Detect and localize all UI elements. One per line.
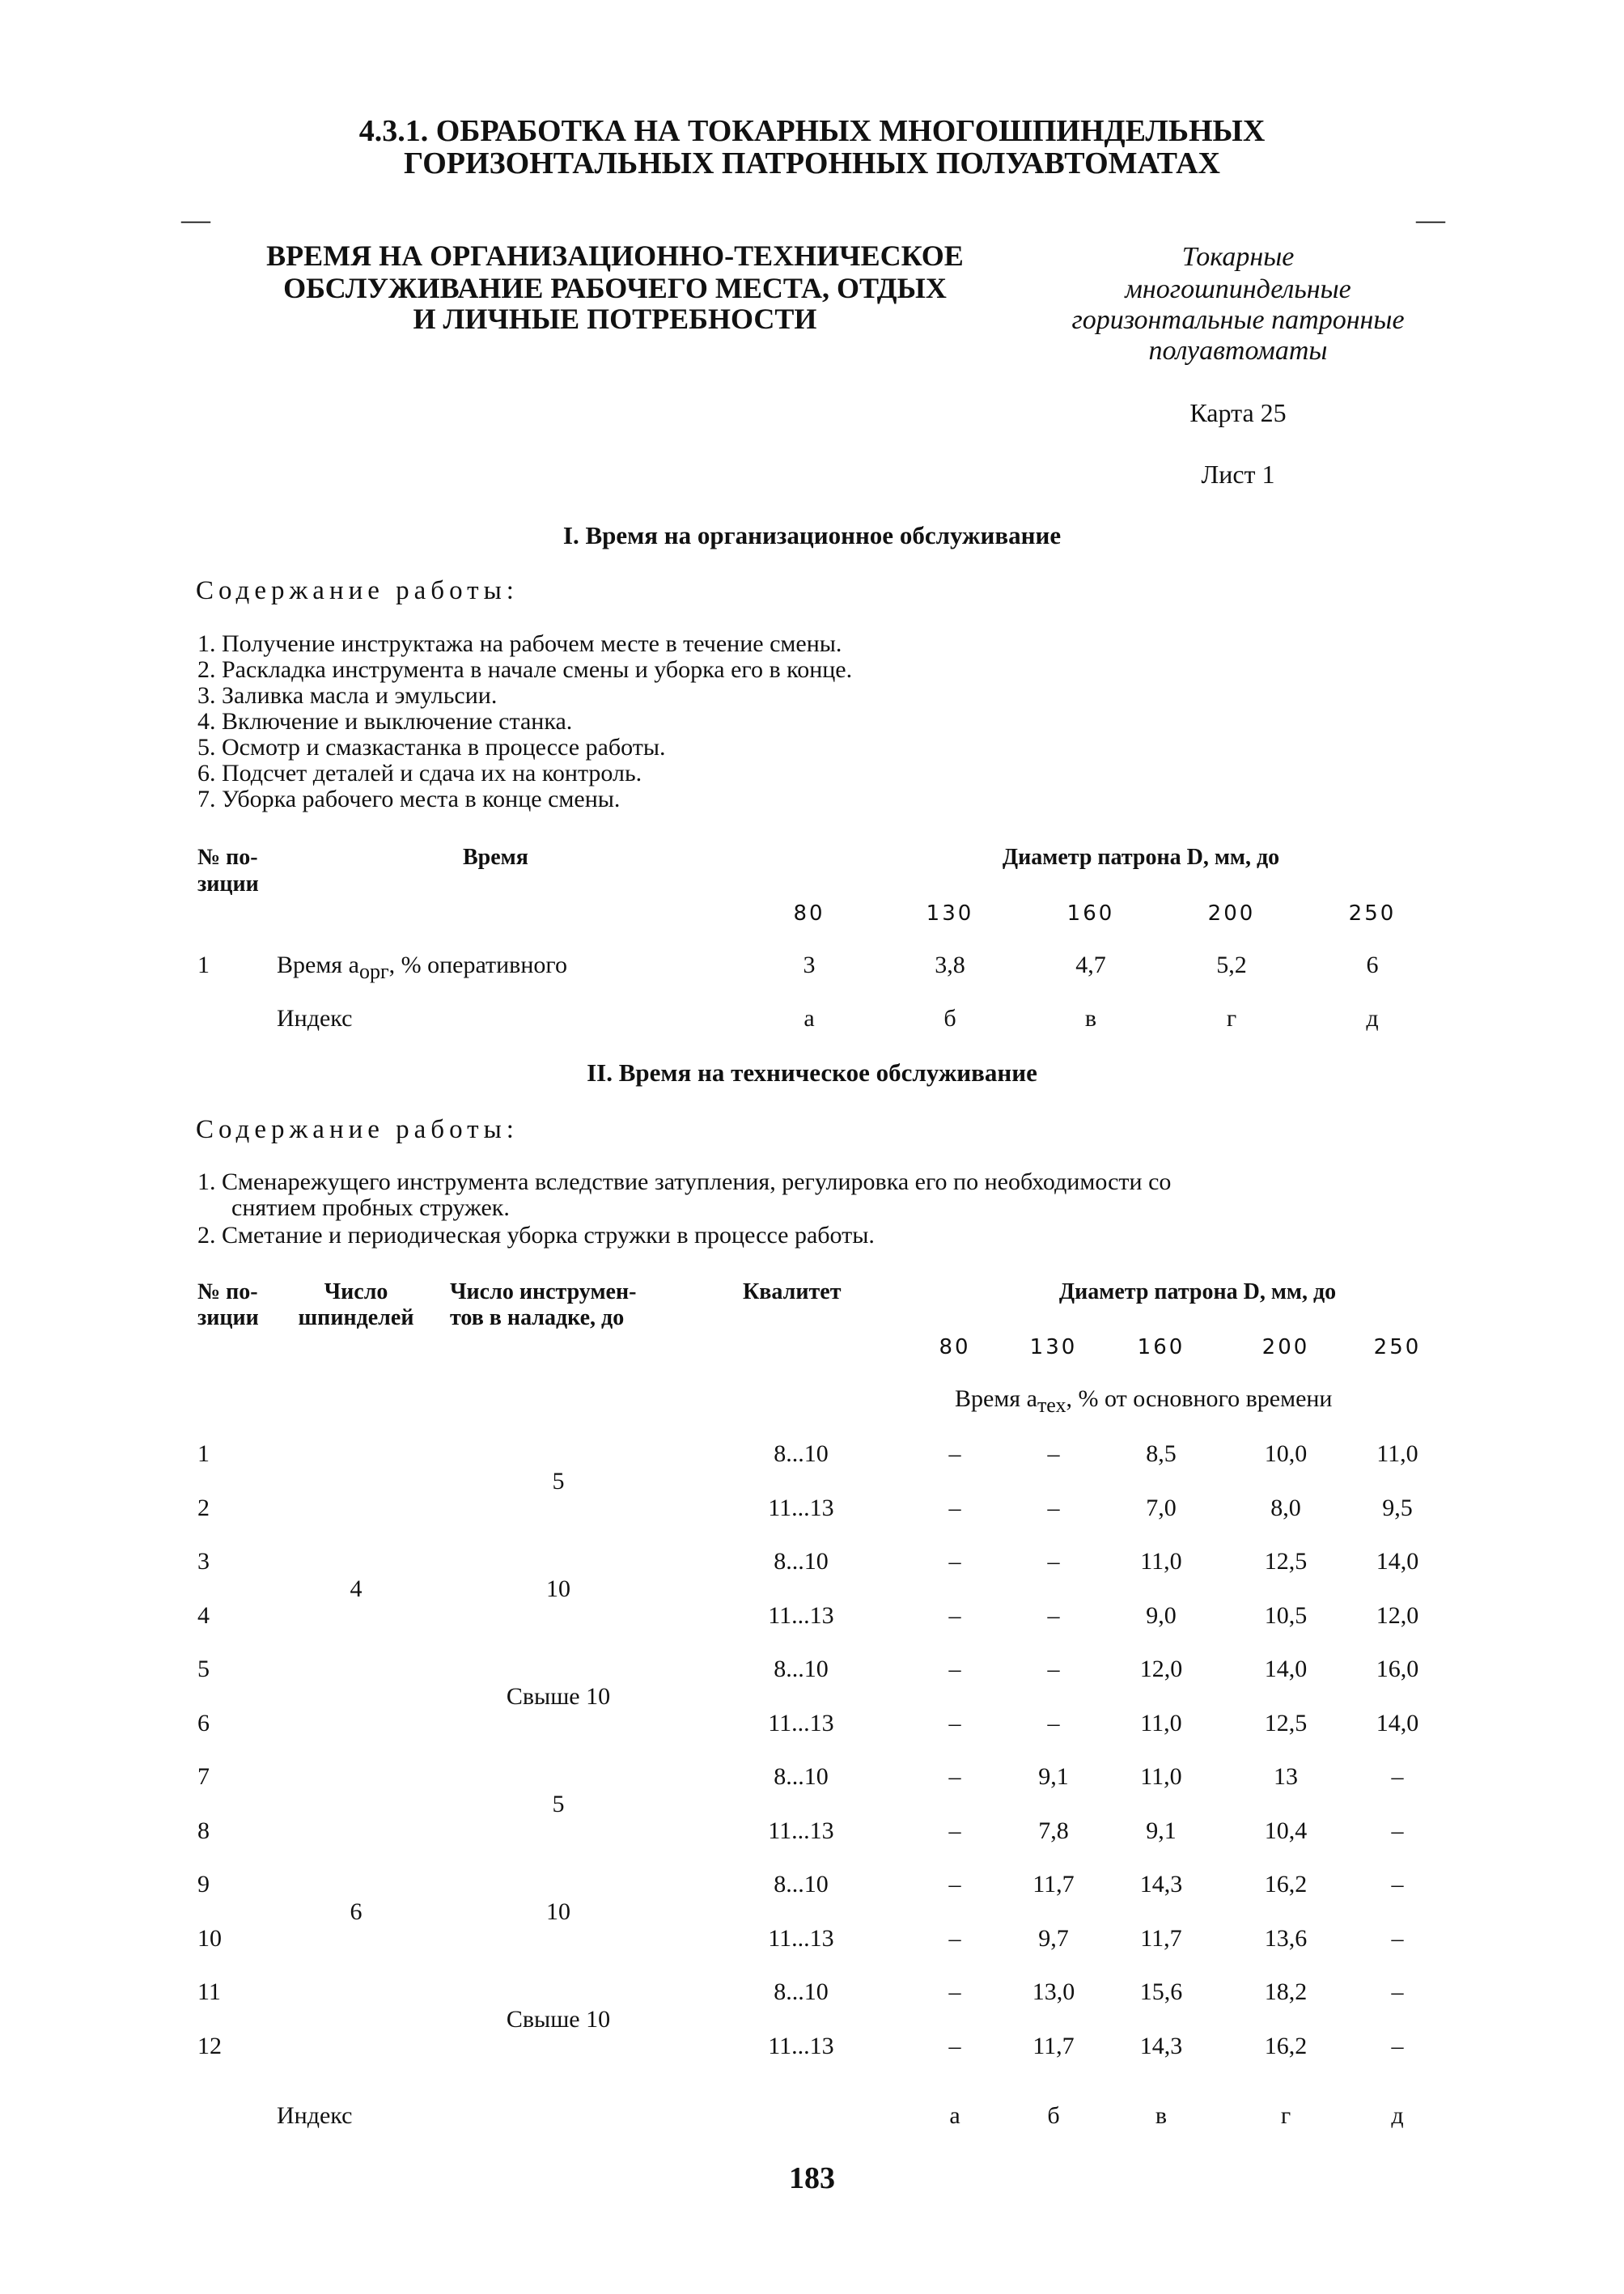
main-title-line1: 4.3.1. ОБРАБОТКА НА ТОКАРНЫХ МНОГОШПИНДЕЛЬНЫХ xyxy=(358,114,1266,148)
subtitle-line3: И ЛИЧНЫЕ ПОТРЕБНОСТИ xyxy=(413,303,817,335)
dash-left: — xyxy=(181,203,210,235)
machine-type-line1: Токарные xyxy=(1181,242,1295,272)
table2-header-diameter: Диаметр патрона D, мм, до xyxy=(1058,1279,1337,1304)
table-row-pos: 2 xyxy=(197,1495,210,1521)
table-cell: – xyxy=(1391,1763,1404,1790)
table-cell: 12,0 xyxy=(1139,1656,1183,1682)
section2-content-label: Содержание работы: xyxy=(196,1115,519,1144)
section2-item1-line1: 1. Сменарежущего инструмента вследствие затупления, регулировка его по необходимости со xyxy=(197,1168,1172,1195)
machine-type-line2: многошпиндельные xyxy=(1125,274,1351,304)
card-number: Карта 25 xyxy=(1189,398,1287,427)
table1-row-label: Время $a_{орг}$, % оперативного xyxy=(277,952,567,983)
table-row-quality: 8...10 xyxy=(774,1440,829,1467)
table1-header-time: Время xyxy=(463,845,528,870)
table2-diameter-160: 160 xyxy=(1137,1335,1185,1359)
table-cell: – xyxy=(948,1763,961,1790)
table-row-quality: 11...13 xyxy=(768,1925,834,1952)
table1-diameter-250: 250 xyxy=(1348,901,1397,926)
table-cell: 14,0 xyxy=(1376,1710,1419,1736)
table-cell: в xyxy=(1155,2102,1168,2129)
table-cell: 10,4 xyxy=(1264,1817,1308,1844)
table-cell: 5,2 xyxy=(1216,952,1247,978)
table1-diameter-80: 80 xyxy=(793,901,825,926)
table-row-pos: 12 xyxy=(197,2033,222,2059)
dash-right: — xyxy=(1416,203,1445,235)
table-cell: 14,0 xyxy=(1264,1656,1308,1682)
main-title-line2: ГОРИЗОНТАЛЬНЫХ ПАТРОННЫХ ПОЛУАВТОМАТАХ xyxy=(404,146,1220,180)
table-row-pos: 1 xyxy=(197,1440,210,1467)
table-cell: б xyxy=(943,1005,956,1032)
page-number: 183 xyxy=(789,2161,835,2195)
list-item: 6. Подсчет деталей и сдача их на контроль. xyxy=(197,760,642,787)
tools-group: Свыше 10 xyxy=(506,2006,611,2033)
table-cell: 12,0 xyxy=(1376,1602,1419,1629)
table-cell: 9,5 xyxy=(1382,1495,1413,1521)
table-cell: 3,8 xyxy=(935,952,965,978)
table-cell: – xyxy=(948,1925,961,1952)
table-cell: 8,0 xyxy=(1270,1495,1301,1521)
table-cell: – xyxy=(1391,1978,1404,2005)
tools-group: 10 xyxy=(546,1898,570,1925)
subtitle-line1: ВРЕМЯ НА ОРГАНИЗАЦИОННО-ТЕХНИЧЕСКОЕ xyxy=(266,240,964,272)
table-row-pos: 6 xyxy=(197,1710,210,1736)
table-cell: 7,0 xyxy=(1146,1495,1177,1521)
table-cell: 16,2 xyxy=(1264,1871,1308,1898)
table-cell: 11,7 xyxy=(1032,1871,1075,1898)
table-row-pos: 5 xyxy=(197,1656,210,1682)
table1-index-label: Индекс xyxy=(277,1005,353,1032)
table2-header-tools-2: тов в наладке, до xyxy=(450,1305,625,1330)
tools-group: 5 xyxy=(552,1468,565,1495)
table-cell: – xyxy=(1047,1548,1060,1575)
table2-header-pos-2: зиции xyxy=(197,1305,259,1330)
table-row-pos: 11 xyxy=(197,1978,221,2005)
table-cell: 9,1 xyxy=(1146,1817,1177,1844)
table-cell: – xyxy=(948,1710,961,1736)
section1-title: I. Время на организационное обслуживание xyxy=(562,521,1062,549)
table-cell: 3 xyxy=(803,952,816,978)
table-cell: 11,7 xyxy=(1032,2033,1075,2059)
table-cell: 18,2 xyxy=(1264,1978,1308,2005)
table-cell: 16,0 xyxy=(1376,1656,1419,1682)
table-row-pos: 9 xyxy=(197,1871,210,1898)
table-cell: – xyxy=(948,1495,961,1521)
table-cell: 11,7 xyxy=(1140,1925,1182,1952)
table1-header-pos-1: № по- xyxy=(197,845,258,870)
table-cell: – xyxy=(948,1817,961,1844)
table-cell: – xyxy=(1047,1710,1060,1736)
table-cell: 12,5 xyxy=(1264,1548,1308,1575)
table-cell: – xyxy=(948,1978,961,2005)
table-cell: – xyxy=(948,2033,961,2059)
table-row-pos: 7 xyxy=(197,1763,210,1790)
table-cell: 9,7 xyxy=(1038,1925,1069,1952)
table-cell: 13,0 xyxy=(1032,1978,1075,2005)
section1-work-list xyxy=(197,631,852,812)
table2-header-quality: Квалитет xyxy=(743,1279,842,1304)
table-cell: в xyxy=(1084,1005,1097,1032)
table-cell: 14,0 xyxy=(1376,1548,1419,1575)
table-cell: 16,2 xyxy=(1264,2033,1308,2059)
tools-group: 5 xyxy=(552,1791,565,1817)
table-cell: 14,3 xyxy=(1139,1871,1183,1898)
table1-header-pos-2: зиции xyxy=(197,871,259,897)
table-cell: – xyxy=(948,1656,961,1682)
table-row-pos: 8 xyxy=(197,1817,210,1844)
table-cell: 11,0 xyxy=(1140,1710,1182,1736)
table-cell: г xyxy=(1226,1005,1237,1032)
section1-content-label: Содержание работы: xyxy=(196,576,519,605)
table-cell: 13,6 xyxy=(1264,1925,1308,1952)
machine-type-line4: полуавтоматы xyxy=(1148,336,1328,366)
table-row-quality: 11...13 xyxy=(768,1495,834,1521)
table-cell: – xyxy=(948,1871,961,1898)
table2-time-caption: Время $a_{тех}$, % от основного времени xyxy=(955,1385,1333,1417)
table-row-quality: 8...10 xyxy=(774,1763,829,1790)
list-item: 5. Осмотр и смазкастанка в процессе работы. xyxy=(197,734,666,761)
table-cell: а xyxy=(949,2102,960,2129)
section2-title: II. Время на техническое обслуживание xyxy=(587,1058,1037,1087)
table-cell: – xyxy=(1047,1656,1060,1682)
table1-diameter-130: 130 xyxy=(926,901,974,926)
table-row-quality: 8...10 xyxy=(774,1978,829,2005)
table-cell: 11,0 xyxy=(1140,1763,1182,1790)
table-cell: 10,0 xyxy=(1264,1440,1308,1467)
spindles-group-6: 6 xyxy=(350,1898,363,1925)
table2-header-spindles-1: Число xyxy=(324,1279,388,1304)
tools-group: 10 xyxy=(546,1575,570,1602)
table2-header-spindles-2: шпинделей xyxy=(298,1305,414,1330)
tools-group: Свыше 10 xyxy=(506,1683,611,1710)
table-cell: 6 xyxy=(1366,952,1379,978)
table-cell: – xyxy=(1391,1925,1404,1952)
table-cell: – xyxy=(1047,1440,1060,1467)
table-cell: – xyxy=(1047,1602,1060,1629)
section2-item2: 2. Сметание и периодическая уборка стружки в процессе работы. xyxy=(197,1222,875,1249)
table-row-pos: 3 xyxy=(197,1548,210,1575)
table-cell: 8,5 xyxy=(1146,1440,1177,1467)
sheet-number: Лист 1 xyxy=(1201,460,1275,489)
table-cell: 9,1 xyxy=(1038,1763,1069,1790)
table-cell: д xyxy=(1391,2102,1404,2129)
table-cell: 11,0 xyxy=(1140,1548,1182,1575)
table-row-pos: 10 xyxy=(197,1925,222,1952)
table-cell: – xyxy=(948,1440,961,1467)
table-row-quality: 11...13 xyxy=(768,1710,834,1736)
list-item: 2. Раскладка инструмента в начале смены и уборка его в конце. xyxy=(197,656,853,683)
table-cell: 11,0 xyxy=(1376,1440,1418,1467)
table-cell: – xyxy=(1391,1871,1404,1898)
table-cell: 15,6 xyxy=(1139,1978,1183,2005)
table-cell: 10,5 xyxy=(1264,1602,1308,1629)
table-cell: – xyxy=(1047,1495,1060,1521)
section2-item1-line2: снятием пробных стружек. xyxy=(231,1194,510,1221)
table-row-quality: 11...13 xyxy=(768,1817,834,1844)
table-cell: – xyxy=(948,1602,961,1629)
list-item: 1. Получение инструктажа на рабочем месте в течение смены. xyxy=(197,630,842,657)
table2-diameter-250: 250 xyxy=(1373,1335,1422,1359)
table-row-quality: 8...10 xyxy=(774,1871,829,1898)
table-row-quality: 8...10 xyxy=(774,1548,829,1575)
table-cell: 4,7 xyxy=(1075,952,1106,978)
table2-diameter-200: 200 xyxy=(1261,1335,1310,1359)
table-cell: б xyxy=(1047,2102,1060,2129)
machine-type-line3: горизонтальные патронные xyxy=(1071,305,1405,335)
table-cell: а xyxy=(804,1005,815,1032)
table2-index-label: Индекс xyxy=(277,2102,353,2129)
table-cell: 9,0 xyxy=(1146,1602,1177,1629)
table-cell: 7,8 xyxy=(1038,1817,1069,1844)
table-cell: д xyxy=(1366,1005,1379,1032)
subtitle-line2: ОБСЛУЖИВАНИЕ РАБОЧЕГО МЕСТА, ОТДЫХ xyxy=(283,272,947,304)
table-cell: – xyxy=(1391,2033,1404,2059)
table-cell: 14,3 xyxy=(1139,2033,1183,2059)
table-row-pos: 4 xyxy=(197,1602,210,1629)
table-cell: – xyxy=(948,1548,961,1575)
table2-header-tools-1: Число инструмен- xyxy=(450,1279,637,1304)
table-row-quality: 11...13 xyxy=(768,2033,834,2059)
table-cell: 13 xyxy=(1274,1763,1298,1790)
table2-diameter-80: 80 xyxy=(939,1335,971,1359)
list-item: 4. Включение и выключение станка. xyxy=(197,708,573,735)
list-item: 3. Заливка масла и эмульсии. xyxy=(197,682,498,709)
spindles-group-4: 4 xyxy=(350,1575,363,1602)
table1-diameter-200: 200 xyxy=(1207,901,1256,926)
table-cell: – xyxy=(1391,1817,1404,1844)
table-row-quality: 11...13 xyxy=(768,1602,834,1629)
table1-row-pos: 1 xyxy=(197,952,210,978)
table2-diameter-130: 130 xyxy=(1029,1335,1078,1359)
table-cell: 12,5 xyxy=(1264,1710,1308,1736)
list-item: 7. Уборка рабочего места в конце смены. xyxy=(197,786,621,812)
table1-header-diameter: Диаметр патрона D, мм, до xyxy=(1002,845,1280,870)
table-cell: г xyxy=(1280,2102,1291,2129)
table-row-quality: 8...10 xyxy=(774,1656,829,1682)
table1-diameter-160: 160 xyxy=(1066,901,1115,926)
table2-header-pos-1: № по- xyxy=(197,1279,258,1304)
